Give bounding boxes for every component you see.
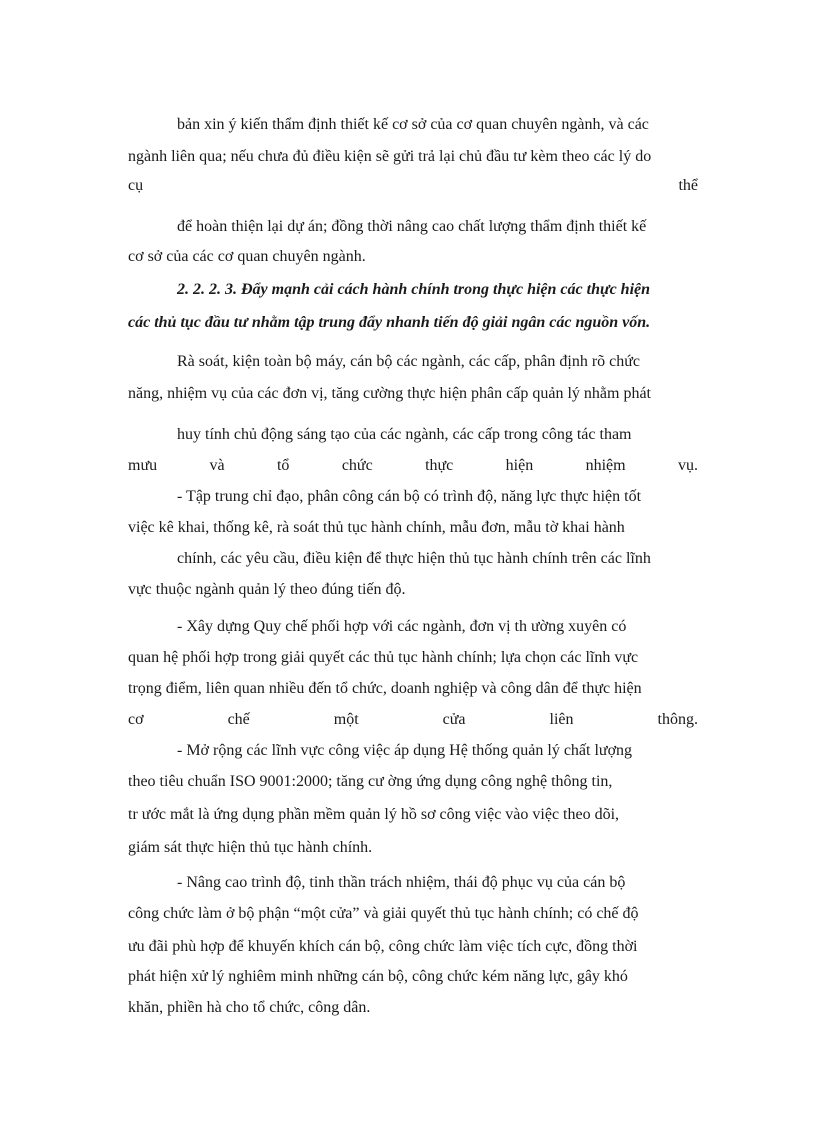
word: vụ. [677,457,698,474]
word: chức [341,457,373,474]
word: mưu [128,457,158,474]
paragraph-line: năng, nhiệm vụ của các đơn vị, tăng cường thực hiện phân cấp quản lý nhằm phát [128,385,651,402]
word: hiện [505,457,534,474]
paragraph-line: tr ước mắt là ứng dụng phần mềm quản lý hồ sơ công việc vào việc theo dõi, [128,806,620,823]
paragraph-line: quan hệ phối hợp trong giải quyết các thủ tục hành chính; lựa chọn các lĩnh vực [128,649,639,666]
section-heading: 2. 2. 2. 3. Đẩy mạnh cải cách hành chính trong thực hiện các thực hiện [177,281,651,298]
paragraph-line: công chức làm ở bộ phận “một cửa” và giải quyết thủ tục hành chính; có chế độ [128,905,639,922]
word: một [333,711,359,728]
paragraph-line: Rà soát, kiện toàn bộ máy, cán bộ các ngành, các cấp, phân định rõ chức [177,353,641,370]
word: cơ [128,711,144,728]
paragraph-line: việc kê khai, thống kê, rà soát thủ tục hành chính, mẫu đơn, mẫu tờ khai hành [128,519,625,536]
paragraph-line: - Tập trung chỉ đạo, phân công cán bộ có trình độ, năng lực thực hiện tốt [177,488,642,505]
paragraph-line-spread [128,710,698,730]
paragraph-line: - Nâng cao trình độ, tinh thần trách nhiệm, thái độ phục vụ của cán bộ [177,874,626,891]
word: cửa [442,711,466,728]
paragraph-line: phát hiện xử lý nghiêm minh những cán bộ, công chức kém năng lực, gây khó [128,968,628,985]
word: nhiệm [585,457,626,474]
word: thể [678,177,698,194]
paragraph-line: chính, các yêu cầu, điều kiện để thực hiện thủ tục hành chính trên các lĩnh [177,550,651,567]
word: cụ [128,177,144,194]
paragraph-line: theo tiêu chuẩn ISO 9001:2000; tăng cư ờng ứng dụng công nghệ thông tin, [128,773,613,790]
word: và [209,457,225,474]
word: thông. [657,711,698,728]
paragraph-line: vực thuộc ngành quản lý theo đúng tiến độ. [128,581,406,598]
paragraph-line: huy tính chủ động sáng tạo của các ngành, các cấp trong công tác tham [177,426,632,443]
paragraph-line: để hoàn thiện lại dự án; đồng thời nâng cao chất lượng thẩm định thiết kế [177,218,647,235]
paragraph-line: ngành liên qua; nếu chưa đủ điều kiện sẽ gửi trả lại chủ đầu tư kèm theo các lý do [128,148,652,165]
paragraph-line-spread [128,176,698,196]
paragraph-line: - Xây dựng Quy chế phối hợp với các ngành, đơn vị th ường xuyên có [177,618,627,635]
paragraph-line: trọng điểm, liên quan nhiều đến tổ chức, doanh nghiệp và công dân để thực hiện [128,680,642,697]
word: thực [425,457,454,474]
paragraph-line: giám sát thực hiện thủ tục hành chính. [128,839,373,856]
paragraph-line: - Mở rộng các lĩnh vực công việc áp dụng Hệ thống quản lý chất lượng [177,742,633,759]
word: tổ [276,457,290,474]
paragraph-line: bản xin ý kiến thẩm định thiết kế cơ sở của cơ quan chuyên ngành, và các [177,116,649,133]
paragraph-line: khăn, phiền hà cho tổ chức, công dân. [128,999,371,1016]
section-heading: các thủ tục đầu tư nhằm tập trung đẩy nhanh tiến độ giải ngân các nguồn vốn. [128,314,651,331]
paragraph-line-spread [128,456,698,476]
word: liên [549,711,574,728]
paragraph-line: ưu đãi phù hợp để khuyến khích cán bộ, công chức làm việc tích cực, đồng thời [128,938,638,955]
paragraph-line: cơ sở của các cơ quan chuyên ngành. [128,248,366,265]
word: chế [227,711,250,728]
